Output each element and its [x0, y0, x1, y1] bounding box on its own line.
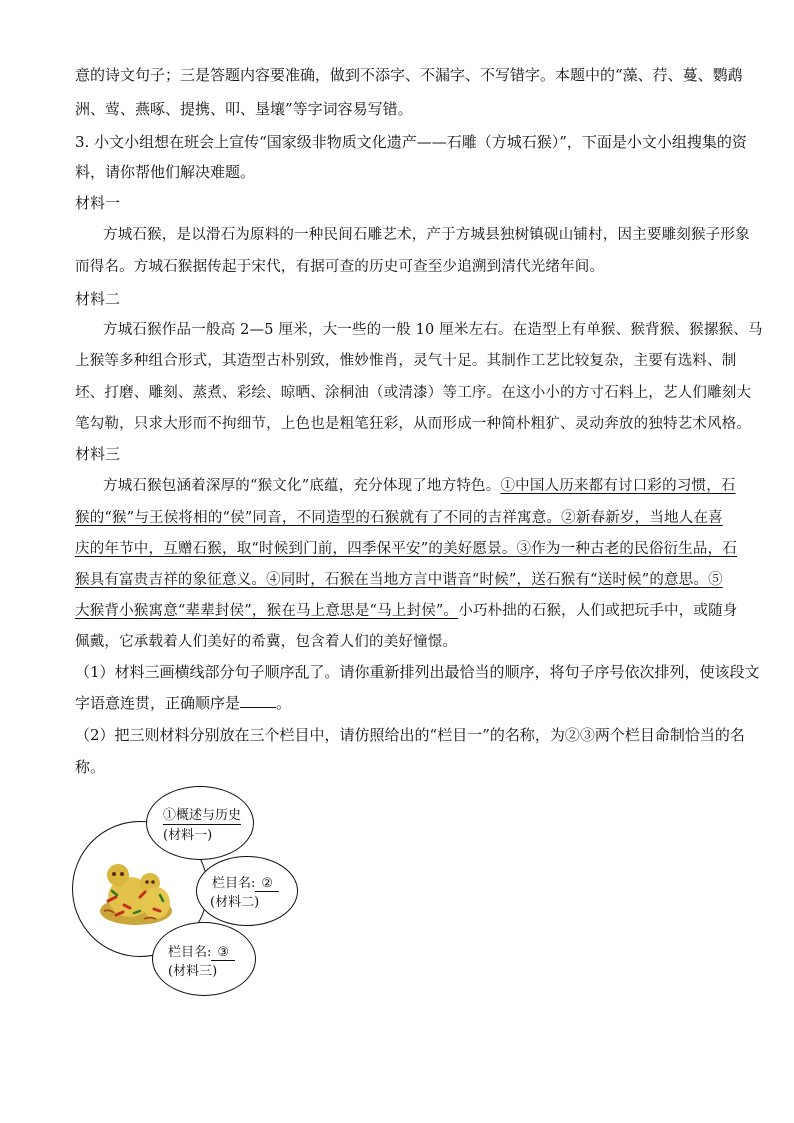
column-1-source: (材料一): [163, 828, 213, 843]
column-3-source: (材料三): [168, 964, 218, 979]
column-2-label: 栏目名:: [212, 876, 256, 891]
material-2-line-2: 上猴等多种组合形式，其造型古朴别致，惟妙惟肖，灵气十足。其制作工艺比较复杂，主要有选料、制: [75, 353, 737, 369]
material-1-title: 材料一: [75, 194, 121, 212]
column-2-title: [212, 874, 279, 894]
material-3-line-1: [103, 474, 736, 495]
column-2-blank[interactable]: ②: [255, 876, 279, 892]
subquestion-2-line-1: （2）把三则材料分别放在三个栏目中，请仿照给出的“栏目一”的名称，为②③两个栏目命制恰当的名: [75, 726, 745, 744]
column-3-title: [168, 943, 235, 963]
material-2-line-4: 笔勾勒，只求大形而不拘细节，上色也是粗笔狂彩，从而形成一种简朴粗犷、灵动奔放的独特艺术风格。: [75, 416, 752, 432]
column-2-source: (材料二): [210, 895, 260, 910]
material-3-line-4: 猴具有富贵吉祥的象征意义。④同时，石猴在当地方言中谐音“时候”，送石猴有“送时候”的意思。⑤: [75, 572, 723, 588]
material-3-line-5: [75, 599, 738, 620]
column-1-name: ①概述与历史: [163, 808, 242, 823]
underlined-sentence-1: ①中国人历来都有讨口彩的习惯，石: [500, 478, 736, 494]
material-3-plain-text: 方城石猴包涵着深厚的“猴文化”底蕴，充分体现了地方特色。: [103, 478, 501, 494]
material-3-plain-text: 小巧朴拙的石猴，人们或把玩手中，或随身: [458, 603, 738, 619]
material-1-line-2: 而得名。方城石猴据传起于宋代，有据可查的历史可查至少追溯到清代光绪年间。: [75, 259, 605, 275]
material-3-line-6: 佩戴，它承载着人们美好的希冀，包含着人们的美好憧憬。: [75, 634, 458, 650]
analysis-line-2: 洲、莺、燕啄、提携、叩、垦壤”等字词容易写错。: [75, 100, 413, 118]
subquestion-2-line-2: 称。: [75, 758, 106, 776]
analysis-line-1: 意的诗文句子；三是答题内容要准确，做到不添字、不漏字、不写错字。本题中的“藻、荇、蔓、鹦鹉: [75, 66, 743, 84]
stone-monkey-image: [94, 861, 178, 927]
question-3-line-2: 料，请你帮他们解决难题。: [75, 163, 256, 181]
material-2-line-3: 坯、打磨、雕刻、蒸煮、彩绘、晾晒、涂桐油（或清漆）等工序。在这小小的方寸石料上，艺人们雕刻大: [75, 385, 752, 401]
answer-blank[interactable]: [240, 695, 276, 708]
subquestion-1-line-1: （1）材料三画横线部分句子顺序乱了。请你重新排列出最恰当的顺序，将句子序号依次排列，使该段文: [75, 663, 760, 681]
material-3-line-3: 庆的年节中，互赠石猴，取“时候到门前，四季保平安”的美好愿景。③作为一种古老的民俗衍生品，石: [75, 541, 738, 557]
underlined-sentence-5: 大猴背小猴寓意“辈辈封侯”，猴在马上意思是“马上封侯”。: [75, 603, 459, 619]
material-2-title: 材料二: [75, 290, 121, 308]
subquestion-1-line-2: [75, 692, 291, 713]
column-3-blank[interactable]: ③: [211, 945, 235, 961]
question-3-line-1: 3. 小文小组想在班会上宣传“国家级非物质文化遗产——石雕（方城石猴）”，下面是小文小组搜集的资: [75, 133, 747, 151]
column-1-title: [163, 806, 241, 826]
material-3-title: 材料三: [75, 445, 121, 463]
material-2-line-1: 方城石猴作品一般高 2—5 厘米，大一些的一般 10 厘米左右。在造型上有单猴、猴背猴、猴摞猴、马: [103, 322, 763, 338]
subquestion-1-text: 字语意连贯，正确顺序是: [75, 694, 241, 712]
material-1-line-1: 方城石猴，是以滑石为原料的一种民间石雕艺术，产于方城县独树镇砚山铺村，因主要雕刻猴子形象: [103, 227, 750, 243]
column-3-label: 栏目名:: [168, 945, 212, 960]
subquestion-1-period: 。: [276, 694, 292, 712]
material-3-line-2: 猴的“猴”与王侯将相的“侯”同音，不同造型的石猴就有了不同的吉祥寓意。②新春新岁，当地人在喜: [75, 510, 723, 526]
